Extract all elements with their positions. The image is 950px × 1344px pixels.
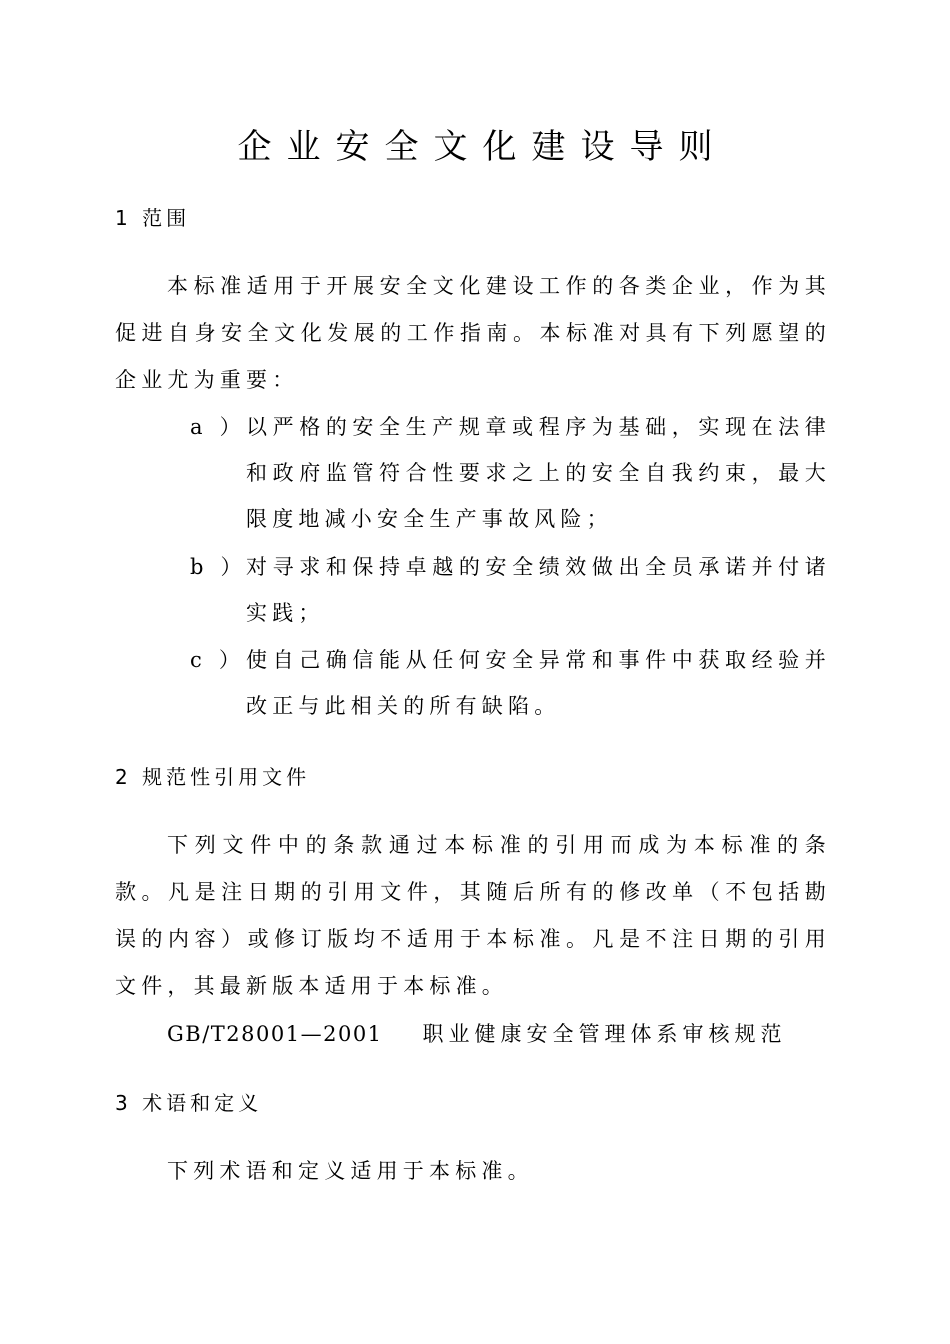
section-heading-terms: 3 术语和定义 bbox=[115, 1091, 263, 1115]
list-item-a bbox=[190, 404, 831, 542]
reference-code: GB/T28001—2001 bbox=[167, 1022, 383, 1046]
references-paragraph: 下列文件中的条款通过本标准的引用而成为本标准的条款。凡是注日期的引用文件，其随后所有的修改单（不包括勘误的内容）或修订版均不适用于本标准。凡是不注日期的引用文件，其最新版本适用于本标准。 bbox=[115, 833, 831, 998]
list-item-b bbox=[190, 544, 831, 636]
list-item-text: 使自己确信能从任何安全异常和事件中获取经验并改正与此相关的所有缺陷。 bbox=[246, 648, 831, 718]
list-item-c bbox=[190, 637, 831, 729]
list-item-text: 以严格的安全生产规章或程序为基础，实现在法律和政府监管符合性要求之上的安全自我约束，最大限度地减小安全生产事故风险； bbox=[246, 415, 831, 531]
document-title: 企业安全文化建设导则 bbox=[237, 127, 728, 167]
reference-entry bbox=[167, 1012, 787, 1056]
reference-name: 职业健康安全管理体系审核规范 bbox=[422, 1022, 787, 1046]
list-marker: a ） bbox=[190, 415, 246, 439]
list-marker: b ） bbox=[190, 555, 247, 579]
section-heading-scope: 1 范围 bbox=[115, 206, 191, 230]
list-item-text: 对寻求和保持卓越的安全绩效做出全员承诺并付诸实践； bbox=[246, 555, 831, 625]
scope-paragraph: 本标准适用于开展安全文化建设工作的各类企业，作为其促进自身安全文化发展的工作指南。本标准对具有下列愿望的企业尤为重要： bbox=[115, 274, 831, 392]
section-heading-normative-references: 2 规范性引用文件 bbox=[115, 765, 311, 789]
list-marker: c ） bbox=[190, 648, 246, 672]
terms-paragraph: 下列术语和定义适用于本标准。 bbox=[167, 1159, 534, 1183]
